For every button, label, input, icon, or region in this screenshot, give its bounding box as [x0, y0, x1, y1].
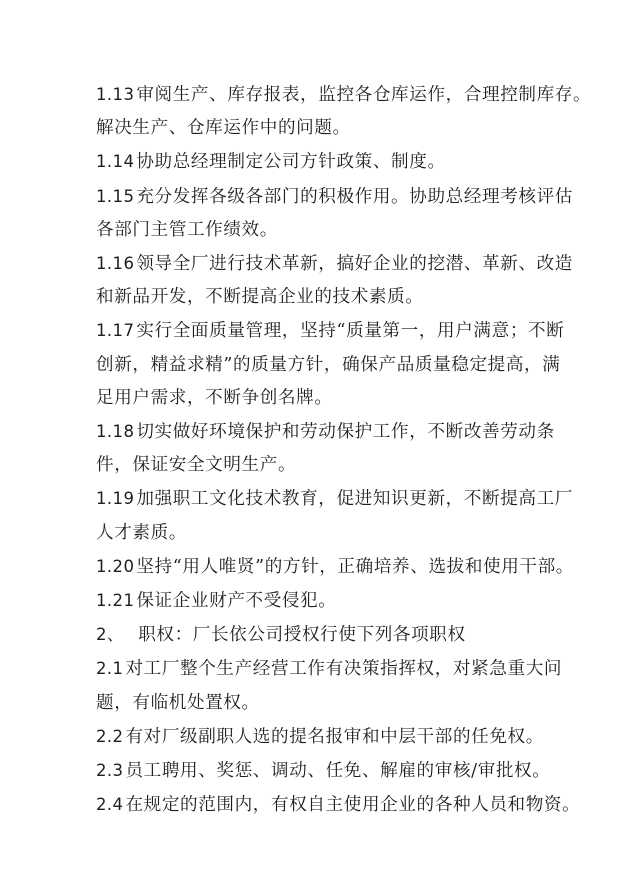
- clause-text: 实行全面质量管理，坚持“质量第一，用户满意；不断: [136, 321, 565, 342]
- clause-number: 1.18: [96, 422, 135, 442]
- clause-1-19: [96, 482, 573, 549]
- clause-text: 保证企业财产不受侵犯。: [136, 591, 337, 612]
- clause-2-4: [96, 788, 581, 822]
- clause-1-21: [96, 584, 556, 618]
- clause-1-14: [96, 145, 556, 179]
- clause-text: 对工厂整个生产经营工作有决策指挥权，对紧急重大问: [125, 659, 563, 680]
- clause-line: [96, 482, 573, 516]
- clause-2-1: [96, 652, 563, 719]
- clause-number: 1.17: [96, 321, 135, 341]
- clause-number: 1.14: [96, 152, 135, 172]
- clause-line: [96, 550, 574, 584]
- clause-1-17: [96, 314, 565, 415]
- clause-line: [96, 652, 563, 686]
- clause-text: 充分发挥各级各部门的积极作用。协助总经理考核评估: [136, 186, 573, 207]
- clause-line: [96, 247, 573, 281]
- clause-number: 2.3: [96, 761, 124, 781]
- clause-line: 足用户需求，不断争创名牌。: [96, 387, 333, 408]
- clause-text: 员工聘用、奖惩、调动、任免、解雇的审核/审批权。: [125, 761, 551, 782]
- clause-1-15: [96, 180, 573, 247]
- section-number: 2、: [96, 625, 124, 645]
- clause-1-20: [96, 550, 574, 584]
- clause-number: 1.13: [96, 85, 135, 104]
- clause-1-18: [96, 415, 556, 482]
- clause-text: 协助总经理制定公司方针政策、制度。: [136, 152, 446, 173]
- clause-line: 各部门主管工作绩效。: [96, 219, 278, 240]
- clause-line: [96, 788, 581, 822]
- section-heading-text: 职权：厂长依公司授权行使下列各项职权: [125, 625, 466, 646]
- clause-line: 人才素质。: [96, 522, 187, 543]
- clause-2-2: [96, 720, 556, 754]
- clause-line: [96, 584, 556, 618]
- clause-line: 件，保证安全文明生产。: [96, 455, 297, 476]
- clause-line: [96, 78, 592, 112]
- clause-number: 1.15: [96, 186, 135, 206]
- clause-line: 创新，精益求精”的质量方针，确保产品质量稳定提高，满: [96, 354, 561, 375]
- clause-number: 2.1: [96, 659, 124, 679]
- clause-line: 题，有临机处置权。: [96, 692, 260, 713]
- clause-text: 在规定的范围内，有权自主使用企业的各种人员和物资。: [125, 795, 581, 816]
- clause-line: 和新品开发，不断提高企业的技术素质。: [96, 287, 424, 308]
- clause-1-16: [96, 247, 573, 314]
- clause-number: 1.19: [96, 489, 135, 509]
- clause-line: [96, 415, 556, 449]
- clause-text: 有对厂级副职人选的提名报审和中层干部的任免权。: [125, 726, 544, 747]
- clause-line: [96, 145, 556, 179]
- clause-number: 1.20: [96, 556, 135, 576]
- clause-1-13: [96, 78, 592, 145]
- clause-text: 加强职工文化技术教育，促进知识更新，不断提高工厂: [136, 489, 573, 510]
- clause-line: [96, 754, 556, 788]
- clause-2-3: [96, 754, 556, 788]
- clause-line: 解决生产、仓库运作中的问题。: [96, 118, 351, 139]
- clause-text: 审阅生产、库存报表，监控各仓库运作，合理控制库存。: [136, 85, 592, 105]
- clause-line: [96, 180, 573, 214]
- clause-number: 1.16: [96, 254, 135, 274]
- clause-line: [96, 618, 556, 652]
- clause-text: 切实做好环境保护和劳动保护工作，不断改善劳动条: [136, 422, 555, 443]
- clause-line: [96, 314, 565, 348]
- clause-line: [96, 720, 556, 754]
- clause-number: 2.4: [96, 795, 124, 815]
- clause-number: 2.2: [96, 726, 124, 746]
- clause-text: 领导全厂进行技术革新，搞好企业的挖潜、革新、改造: [136, 254, 573, 275]
- clause-number: 1.21: [96, 591, 135, 611]
- clause-text: 坚持“用人唯贤”的方针，正确培养、选拔和使用干部。: [136, 556, 574, 577]
- document-body: [96, 78, 592, 822]
- section-2-heading: [96, 618, 556, 652]
